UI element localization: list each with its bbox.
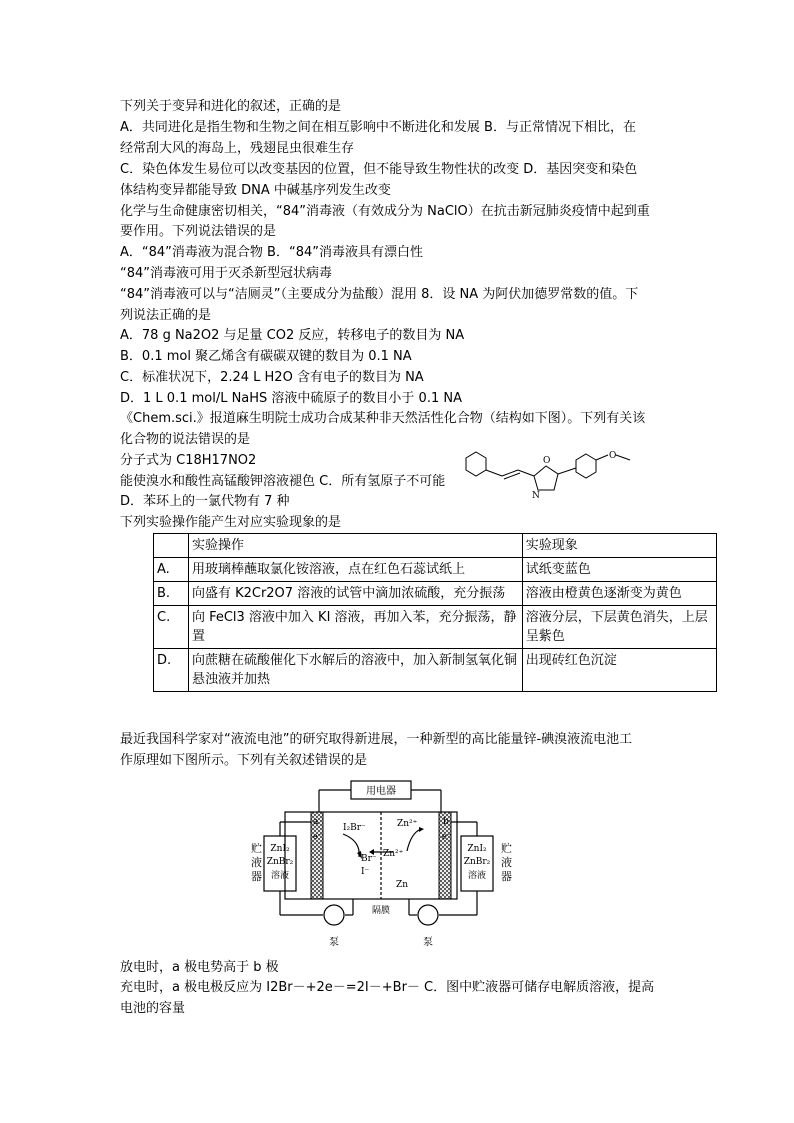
- table-row: [154, 649, 717, 692]
- table-cell: A.: [154, 558, 189, 582]
- ion-i2br-label: I₂Br⁻: [343, 823, 366, 833]
- table-row: [154, 606, 717, 649]
- text-line: C．标准状况下，2.24 L H2O 含有电子的数目为 NA: [120, 370, 424, 385]
- right-box-text: ZnI₂: [467, 844, 487, 854]
- text-line: 化合物的说法错误的是: [120, 432, 251, 447]
- text-line: A．共同进化是指生物和生物之间在相互影响中不断进化和发展 B．与正常情况下相比，在: [120, 120, 636, 135]
- table-cell: D.: [154, 649, 189, 692]
- ion-br-label: Br⁻: [361, 854, 377, 864]
- table-cell: 试纸变蓝色: [522, 558, 716, 582]
- table-header-cell: [154, 534, 189, 558]
- table-row: [154, 558, 717, 582]
- right-box-text: 溶液: [467, 871, 487, 881]
- pump-right-label: 泵: [423, 937, 433, 948]
- text-line: C．染色体发生易位可以改变基因的位置，但不能导致生物性状的改变 D．基因突变和染色: [120, 162, 638, 177]
- electron-right-label: e⁻: [442, 832, 451, 841]
- left-box-text: ZnBr₂: [266, 857, 294, 867]
- table-cell: 向 FeCl3 溶液中加入 KI 溶液，再加入苯，充分振荡，静置: [188, 606, 522, 649]
- table-cell: 溶液由橙黄色逐渐变为黄色: [522, 582, 716, 606]
- membrane-label: 隔膜: [371, 906, 391, 916]
- text-line: A．“84”消毒液为混合物 B．“84”消毒液具有漂白性: [120, 245, 423, 260]
- table-cell: 向蔗糖在硫酸催化下水解后的溶液中，加入新制氢氧化铜悬浊液并加热: [188, 649, 522, 692]
- nitrogen-atom-label: N: [532, 491, 540, 501]
- text-line: B．0.1 mol 聚乙烯含有碳碳双键的数目为 0.1 NA: [120, 349, 412, 364]
- left-store-label: 器: [251, 870, 262, 883]
- right-store-label: 器: [501, 870, 512, 883]
- ion-zn-label: Zn²⁺: [397, 819, 418, 829]
- electrode-a-label: a: [313, 817, 319, 827]
- molecule-structure: [454, 446, 644, 504]
- text-line: “84”消毒液可用于灭杀新型冠状病毒: [120, 266, 333, 281]
- table-cell: 向盛有 K2Cr2O7 溶液的试管中滴加浓硫酸，充分振荡: [188, 582, 522, 606]
- text-line: 列说法正确的是: [120, 308, 212, 323]
- text-line: 体结构变异都能导致 DNA 中碱基序列发生改变: [120, 183, 391, 198]
- electron-left-label: e⁻: [313, 832, 322, 841]
- electrode-b-label: b: [443, 817, 449, 827]
- table-header-row: [154, 534, 717, 558]
- left-store-label: 液: [251, 856, 262, 869]
- table-row: [154, 582, 717, 606]
- text-line: 电池的容量: [120, 1001, 186, 1016]
- table-cell: 出现砖红色沉淀: [522, 649, 716, 692]
- right-store-label: 贮: [501, 842, 512, 855]
- table-cell: 用玻璃棒蘸取氯化铵溶液，点在红色石蕊试纸上: [188, 558, 522, 582]
- right-box-text: ZnBr₂: [463, 857, 491, 867]
- ion-zn-mid-label: Zn²⁺: [383, 849, 404, 859]
- table-header-cell: 实验操作: [188, 534, 522, 558]
- text-line: 能使溴水和酸性高锰酸钾溶液褪色 C．所有氢原子不可能: [120, 474, 446, 489]
- text-line: 放电时，a 极电势高于 b 极: [120, 960, 279, 975]
- methoxy-oxygen-label: O: [609, 451, 617, 461]
- text-line: 分子式为 C18H17NO2: [120, 453, 257, 468]
- text-line: D．苯环上的一氯代物有 7 种: [120, 494, 290, 509]
- table-cell: 溶液分层，下层黄色消失，上层呈紫色: [522, 606, 716, 649]
- text-line: 作原理如下图所示。下列有关叙述错误的是: [120, 753, 368, 768]
- left-box-text: 溶液: [270, 871, 290, 881]
- text-line: 充电时，a 极电极反应为 I2Br－+2e－=2I－+Br－ C．图中贮液器可储存电解质溶液，提高: [120, 980, 655, 995]
- zn-label: Zn: [396, 880, 409, 890]
- text-line: “84”消毒液可以与“洁厕灵”（主要成分为盐酸）混用 8．设 NA 为阿伏加德罗常数的值。下: [120, 287, 639, 302]
- table-cell: B.: [154, 582, 189, 606]
- left-box-text: ZnI₂: [270, 844, 290, 854]
- text-line: 下列实验操作能产生对应实验现象的是: [120, 515, 342, 530]
- text-line: 最近我国科学家对“液流电池”的研究取得新进展，一种新型的高比能量锌-碘溴液流电池工: [120, 732, 633, 747]
- pump-left-label: 泵: [329, 937, 339, 948]
- text-line: D．1 L 0.1 mol/L NaHS 溶液中硫原子的数目小于 0.1 NA: [120, 391, 462, 406]
- flow-battery-diagram: [243, 779, 523, 957]
- table-cell: C.: [154, 606, 189, 649]
- experiment-table: [153, 533, 717, 692]
- oxygen-atom-label: O: [543, 456, 551, 466]
- ion-i-label: I⁻: [361, 867, 370, 877]
- right-store-label: 液: [501, 856, 512, 869]
- text-line: 下列关于变异和进化的叙述，正确的是: [120, 99, 342, 114]
- text-line: 要作用。下列说法错误的是: [120, 224, 277, 239]
- text-line: 经常刮大风的海岛上，残翅昆虫很难生存: [120, 141, 355, 156]
- table-header-cell: 实验现象: [522, 534, 716, 558]
- appliance-label: 用电器: [366, 786, 396, 797]
- left-store-label: 贮: [251, 842, 262, 855]
- text-line: A．78 g Na2O2 与足量 CO2 反应，转移电子的数目为 NA: [120, 328, 465, 343]
- text-line: 《Chem.sci.》报道麻生明院士成功合成某种非天然活性化合物（结构如下图）。下列有关该: [120, 411, 646, 426]
- text-line: 化学与生命健康密切相关，“84”消毒液（有效成分为 NaClO）在抗击新冠肺炎疫情中起到重: [120, 204, 650, 219]
